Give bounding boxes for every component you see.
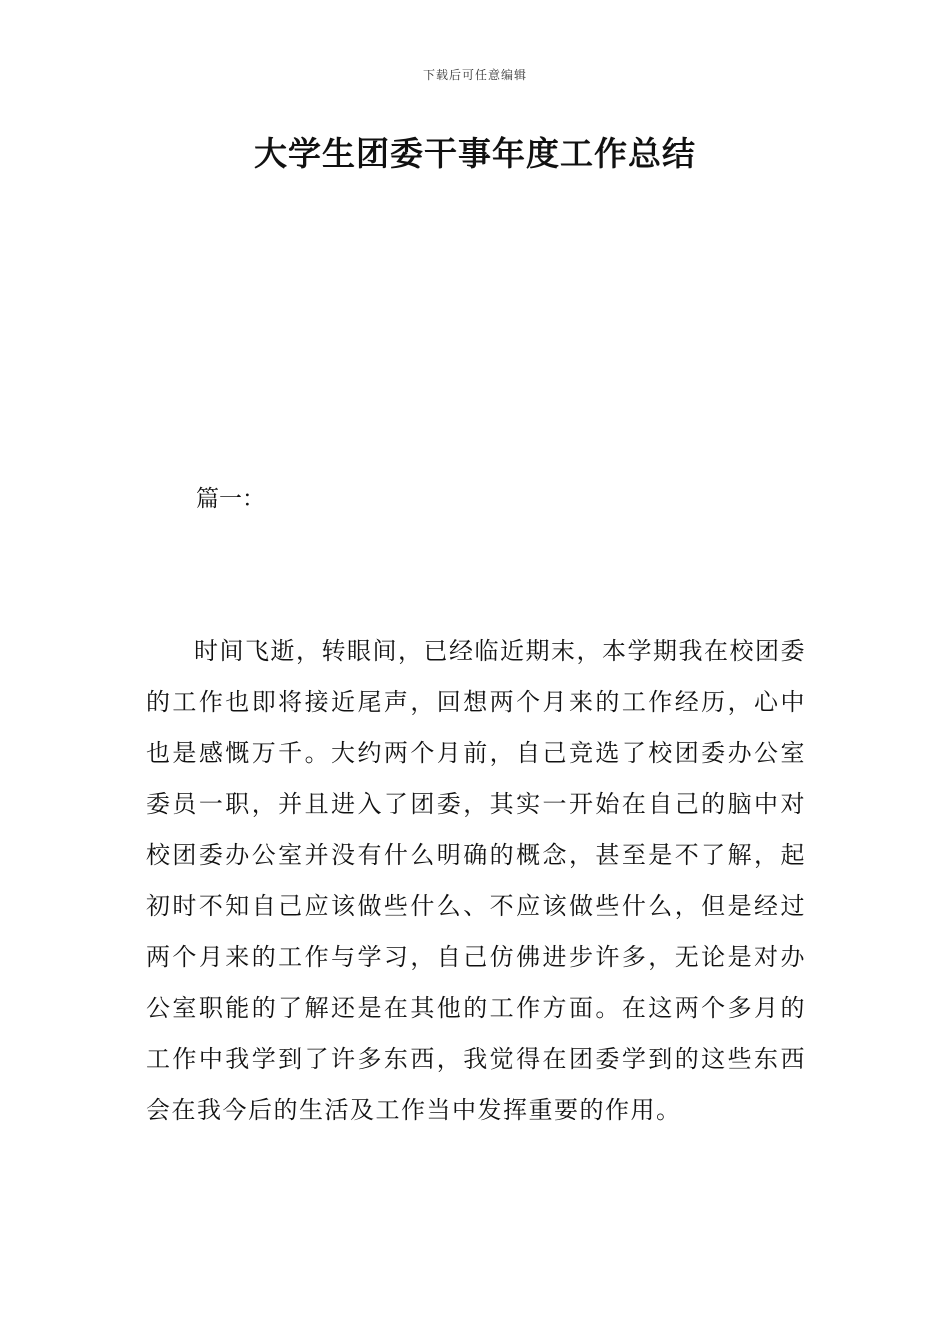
body-paragraph: 时间飞逝，转眼间，已经临近期末，本学期我在校团委的工作也即将接近尾声，回想两个月来的工作经历，心中也是感慨万千。大约两个月前，自己竞选了校团委办公室委员一职，并且进入了团委，其实一开始在自己的脑中对校团委办公室并没有什么明确的概念，甚至是不了解，起初时不知自己应该做些什么、不应该做些什么，但是经过两个月来的工作与学习，自己仿佛进步许多，无论是对办公室职能的了解还是在其他的工作方面。在这两个多月的工作中我学到了许多东西，我觉得在团委学到的这些东西会在我今后的生活及工作当中发挥重要的作用。 — [146, 637, 806, 1124]
section-label: 篇一： — [196, 486, 265, 512]
document-title: 大学生团委干事年度工作总结 — [254, 134, 696, 173]
header-note: 下载后可任意编辑 — [422, 68, 527, 82]
